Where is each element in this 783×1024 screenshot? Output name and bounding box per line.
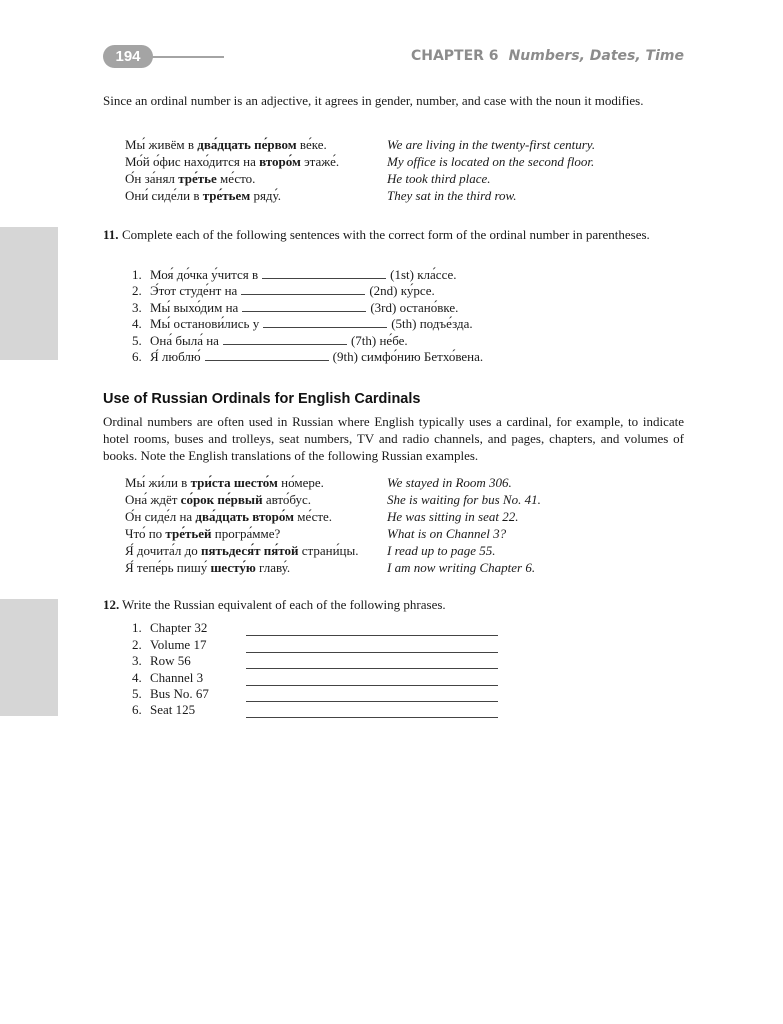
russian-example: О́н сиде́л на два́дцать второ́м ме́сте. xyxy=(125,509,333,524)
russian-example: Мы́ живём в два́дцать пе́рвом ве́ке. xyxy=(125,137,327,152)
example-row xyxy=(125,187,685,204)
section-paragraph: Ordinal numbers are often used in Russian where English typically uses a cardinal, for example, to indicate hotel rooms, buses and trolleys, seat numbers, TV and radio channels, and pages, chapters, and volumes of books. Note the English translations of the following Russian examples. xyxy=(103,414,684,463)
example-list-cardinals xyxy=(125,474,685,576)
example-row xyxy=(125,474,685,491)
english-translation: She is waiting for bus No. 41. xyxy=(387,492,541,507)
exercise-11-items xyxy=(132,266,483,364)
answer-blank[interactable] xyxy=(263,315,387,328)
example-row xyxy=(125,170,685,187)
list-item: 4. Channel 3 xyxy=(132,669,498,685)
page-number-badge: 194 xyxy=(103,45,153,68)
exercise-11 xyxy=(103,226,684,243)
exercise-12-items xyxy=(132,620,498,718)
english-translation: We stayed in Room 306. xyxy=(387,475,512,490)
russian-example: Мо́й о́фис нахо́дится на второ́м этаже́. xyxy=(125,154,340,169)
example-row xyxy=(125,559,685,576)
russian-example: Мы́ жи́ли в три́ста шесто́м но́мере. xyxy=(125,475,324,490)
english-translation: They sat in the third row. xyxy=(387,188,517,203)
chapter-label: CHAPTER 6 xyxy=(410,48,499,64)
list-item: 5. Она́ была́ на (7th) не́бе. xyxy=(132,332,408,348)
list-item: 3. Row 56 xyxy=(132,653,498,669)
example-row xyxy=(125,136,685,153)
list-item: 1. Моя́ до́чка у́чится в (1st) кла́ссе. xyxy=(132,267,457,282)
answer-blank[interactable] xyxy=(241,282,365,295)
english-translation: What is on Channel 3? xyxy=(387,526,507,541)
answer-line[interactable] xyxy=(246,704,498,718)
answer-line[interactable] xyxy=(246,622,498,636)
side-thumb-tab xyxy=(0,227,58,360)
exercise-instruction: Write the Russian equivalent of each of the following phrases. xyxy=(122,597,446,612)
exercise-number: 12. xyxy=(103,597,120,612)
english-translation: I read up to page 55. xyxy=(387,543,496,558)
example-row xyxy=(125,525,685,542)
header-rule xyxy=(152,56,224,58)
answer-line[interactable] xyxy=(246,655,498,669)
english-translation: He was sitting in seat 22. xyxy=(387,509,519,524)
running-header xyxy=(411,48,684,64)
russian-example: Я́ дочита́л до пятьдеся́т пя́той страни́цы. xyxy=(125,543,359,558)
answer-line[interactable] xyxy=(246,688,498,702)
english-translation: I am now writing Chapter 6. xyxy=(387,560,536,575)
answer-blank[interactable] xyxy=(262,266,386,279)
answer-blank[interactable] xyxy=(242,299,366,312)
example-row xyxy=(125,508,685,525)
russian-example: Они́ сиде́ли в тре́тьем ряду́. xyxy=(125,188,281,203)
list-item: 6. Seat 125 xyxy=(132,702,498,718)
intro-paragraph: Since an ordinal number is an adjective, it agrees in gender, number, and case with the noun it modifies. xyxy=(103,93,644,108)
list-item: 1. Chapter 32 xyxy=(132,620,498,636)
russian-example: Я́ тепе́рь пишу́ шесту́ю главу́. xyxy=(125,560,291,575)
section-heading: Use of Russian Ordinals for English Cardinals xyxy=(103,391,421,407)
exercise-12 xyxy=(103,596,684,613)
list-item: 6. Я́ люблю́ (9th) симфо́нию Бетхо́вена. xyxy=(132,348,484,364)
answer-blank[interactable] xyxy=(205,348,329,361)
list-item: 3. Мы́ выхо́дим на (3rd) остано́вке. xyxy=(132,299,459,315)
exercise-instruction: Complete each of the following sentences with the correct form of the ordinal number in parentheses. xyxy=(122,227,650,242)
english-translation: He took third place. xyxy=(387,171,491,186)
exercise-number: 11. xyxy=(103,227,119,242)
example-list-ordinals xyxy=(125,136,685,204)
example-row xyxy=(125,491,685,508)
russian-example: О́н за́нял тре́тье ме́сто. xyxy=(125,171,256,186)
list-item: 5. Bus No. 67 xyxy=(132,686,498,702)
english-translation: My office is located on the second floor. xyxy=(387,154,595,169)
russian-example: Что́ по тре́тьей програ́мме? xyxy=(125,526,281,541)
english-translation: We are living in the twenty-first century. xyxy=(387,137,596,152)
answer-line[interactable] xyxy=(246,639,498,653)
list-item: 2. Volume 17 xyxy=(132,636,498,652)
example-row xyxy=(125,153,685,170)
side-thumb-tab xyxy=(0,599,58,716)
chapter-title: Numbers, Dates, Time xyxy=(508,48,684,64)
russian-example: Она́ ждёт со́рок пе́рвый авто́бус. xyxy=(125,492,312,507)
list-item: 4. Мы́ останови́лись у (5th) подъе́зда. xyxy=(132,316,473,332)
answer-line[interactable] xyxy=(246,672,498,686)
list-item: 2. Э́тот студе́нт на (2nd) ку́рсе. xyxy=(132,283,435,299)
answer-blank[interactable] xyxy=(223,332,347,345)
example-row xyxy=(125,542,685,559)
